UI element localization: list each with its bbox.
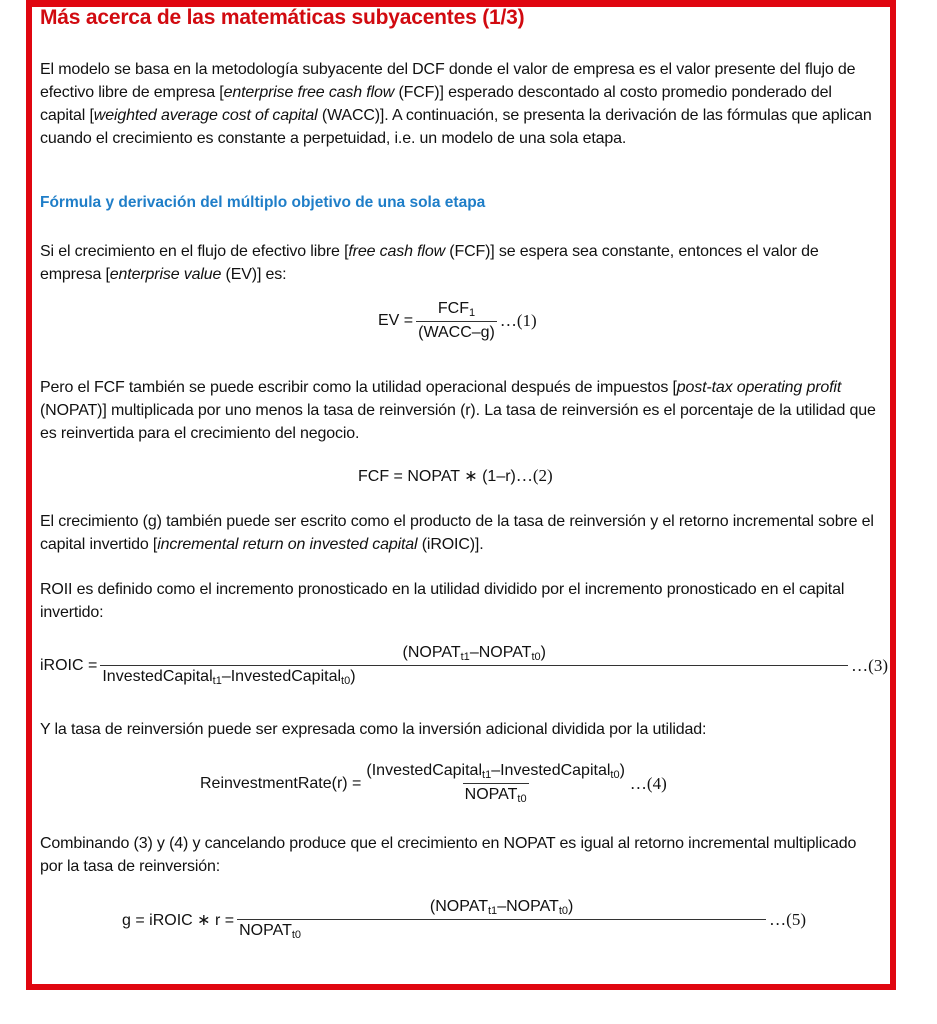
eq-denominator: (WACC–g) bbox=[416, 321, 497, 342]
text: (WACC)]. A continuación, se presenta la derivación de las fórmulas que aplican cuando el crecimiento es constante a perpetuidad, i.e. un modelo de una sola etapa. bbox=[40, 107, 872, 147]
eq-numerator: $FCF_1$ bbox=[437, 300, 476, 319]
equation-number: …(4) bbox=[629, 773, 667, 793]
italic-term: post-tax operating profit bbox=[676, 379, 842, 396]
eq-numerator: (InvestedCapital$_{t1}$–InvestedCapital$_{t0}$) bbox=[366, 762, 625, 781]
text: (EV)] es: bbox=[221, 266, 287, 283]
intro-paragraph bbox=[40, 58, 880, 150]
eq-body: FCF = NOPAT ∗ (1–r) bbox=[358, 468, 516, 485]
italic-term: enterprise free cash flow bbox=[223, 84, 395, 101]
text: El crecimiento (g) también puede ser escrito como el producto de la tasa de reinversión y el retorno incremental sobre el capital invertido [ bbox=[40, 513, 874, 553]
eq-lhs: g = iROIC ∗ r = bbox=[122, 911, 235, 929]
eq-lhs: iROIC = bbox=[40, 656, 98, 674]
eq-lhs: EV = bbox=[378, 312, 414, 329]
paragraph-growth bbox=[40, 510, 880, 556]
eq-numerator: $(NOPAT_{t1}-NOPAT_{t0})$ bbox=[402, 644, 546, 663]
eq-fraction bbox=[100, 644, 848, 687]
eq-fraction bbox=[416, 300, 497, 342]
equation-number: …(5) bbox=[769, 909, 806, 929]
equation-3 bbox=[40, 644, 888, 687]
italic-term: incremental return on invested capital bbox=[157, 536, 418, 553]
paragraph-roii: ROII es definido como el incremento pronosticado en la utilidad dividido por el incremento pronosticado en el capital invertido: bbox=[40, 581, 845, 621]
text: (iROIC)]. bbox=[417, 536, 484, 553]
equation-5 bbox=[122, 898, 806, 941]
equation-4 bbox=[200, 762, 667, 805]
paragraph-reinvestment: Y la tasa de reinversión puede ser expresada como la inversión adicional dividida por la utilidad: bbox=[40, 721, 707, 738]
eq-fraction bbox=[364, 762, 627, 805]
equation-number: …(2) bbox=[515, 466, 553, 485]
section-subheading: Fórmula y derivación del múltiplo objetivo de una sola etapa bbox=[40, 194, 486, 211]
text: Pero el FCF también se puede escribir como la utilidad operacional después de impuestos [ bbox=[40, 379, 677, 396]
paragraph-fcf bbox=[40, 376, 880, 445]
eq-denominator: $NOPAT_{t0}$ bbox=[463, 783, 529, 805]
eq-lhs: ReinvestmentRate(r) = bbox=[200, 774, 362, 792]
paragraph-ev bbox=[40, 240, 880, 286]
paragraph-combining: Combinando (3) y (4) y cancelando produce que el crecimiento en NOPAT es igual al retorno incremental multiplicado por la tasa de reinversión: bbox=[40, 835, 857, 875]
text: (FCF)] esperado descontado al costo promedio ponderado del capital [ bbox=[40, 84, 832, 124]
eq-numerator: $(NOPAT_{t1}-NOPAT_{t0})$ bbox=[429, 898, 574, 917]
equation-number: …(3) bbox=[851, 655, 888, 675]
equation-2 bbox=[358, 466, 553, 486]
text: Si el crecimiento en el flujo de efectivo libre [ bbox=[40, 243, 349, 260]
text: (NOPAT)] multiplicada por uno menos la tasa de reinversión (r). La tasa de reinversión es el porcentaje de la utilidad que es reinvertida para el crecimiento del negocio. bbox=[40, 402, 876, 442]
italic-term: free cash flow bbox=[348, 243, 445, 260]
text: El modelo se basa en la metodología subyacente del DCF donde el valor de empresa es el valor presente del flujo de efectivo libre de empresa [ bbox=[40, 61, 856, 101]
eq-denominator: $NOPAT_{t0}$ bbox=[237, 919, 766, 941]
italic-term: weighted average cost of capital bbox=[93, 107, 318, 124]
italic-term: enterprise value bbox=[109, 266, 222, 283]
equation-1 bbox=[378, 300, 537, 342]
equation-number: …(1) bbox=[499, 311, 537, 330]
eq-fraction bbox=[237, 898, 766, 941]
text: (FCF)] se espera sea constante, entonces el valor de empresa [ bbox=[40, 243, 819, 283]
page-title: Más acerca de las matemáticas subyacentes (1/3) bbox=[40, 6, 525, 29]
eq-denominator: InvestedCapital$_{t1}$–InvestedCapital$_{t0}$) bbox=[100, 665, 848, 687]
